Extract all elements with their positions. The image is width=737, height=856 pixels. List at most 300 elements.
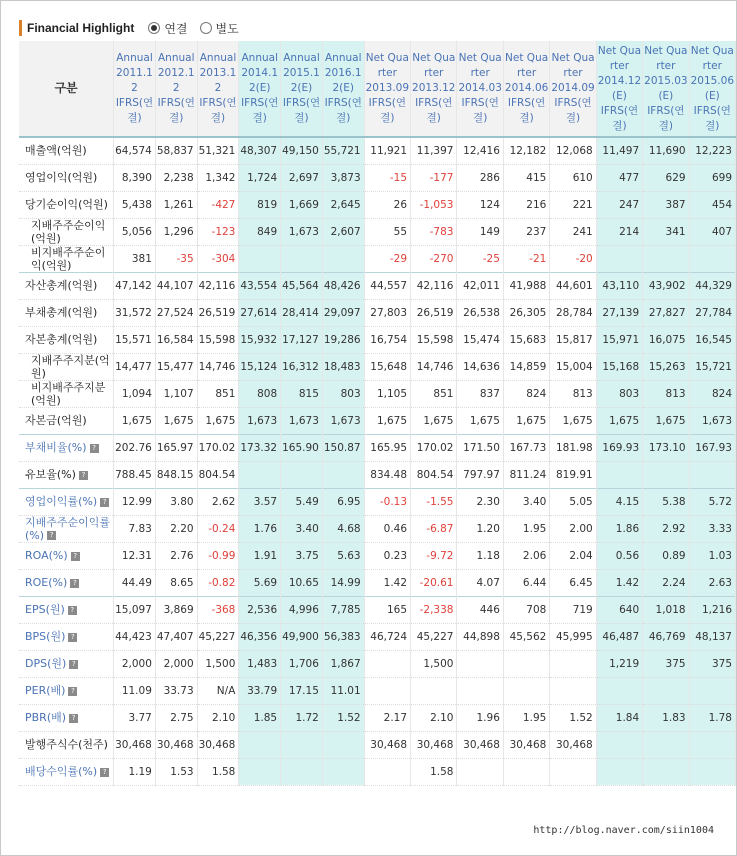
row-label-text: 지배주주지분(억원) [31, 353, 110, 380]
table-cell [643, 461, 689, 488]
row-label [19, 272, 114, 299]
table-cell: 29,097 [322, 299, 364, 326]
column-header-line: Annual [116, 52, 153, 64]
table-cell: 30,468 [364, 731, 410, 758]
table-cell: 27,614 [239, 299, 281, 326]
column-header-line: Net Qua [412, 52, 456, 64]
financial-table [19, 41, 736, 786]
column-header [322, 41, 364, 137]
table-cell: -177 [411, 164, 457, 191]
table-cell: 819.91 [550, 461, 596, 488]
table-row [19, 191, 736, 218]
table-cell: 27,827 [643, 299, 689, 326]
table-cell: 47,407 [155, 623, 197, 650]
table-cell: 1.76 [239, 515, 281, 542]
row-label [19, 245, 114, 272]
column-header-line: Net Qua [597, 44, 641, 57]
table-cell: 1,483 [239, 650, 281, 677]
table-cell: 15,817 [550, 326, 596, 353]
table-cell [239, 731, 281, 758]
table-cell: 14,746 [197, 353, 239, 380]
table-cell: 46,769 [643, 623, 689, 650]
row-label-text: 자본총계(억원) [25, 333, 98, 346]
table-cell: 8.65 [155, 569, 197, 596]
table-cell: 610 [550, 164, 596, 191]
column-header-line: 2014.03 [458, 82, 502, 94]
row-label-text[interactable]: PBR(배) [25, 711, 67, 724]
column-header-line: IFRS(연 [199, 97, 237, 109]
table-cell: 43,554 [239, 272, 281, 299]
table-cell: 1,867 [322, 650, 364, 677]
row-label [19, 461, 114, 488]
column-header-line: IFRS(연 [554, 97, 592, 109]
row-label[interactable] [19, 488, 114, 515]
table-cell: 27,803 [364, 299, 410, 326]
table-cell: 49,150 [281, 137, 323, 164]
table-cell: -427 [197, 191, 239, 218]
table-cell: 797.97 [457, 461, 503, 488]
table-cell [503, 650, 549, 677]
column-header-line: 2012.1 [157, 67, 195, 79]
table-cell: 808 [239, 380, 281, 407]
table-cell: 51,321 [197, 137, 239, 164]
table-cell: 3.40 [503, 488, 549, 515]
table-cell [364, 677, 410, 704]
table-cell: 31,572 [114, 299, 156, 326]
row-label-text[interactable]: EPS(원) [25, 603, 65, 616]
column-header [689, 41, 735, 137]
table-cell [550, 758, 596, 785]
column-header [155, 41, 197, 137]
table-cell: 381 [114, 245, 156, 272]
table-cell: -20 [550, 245, 596, 272]
row-label-text: 영업이익(억원) [25, 171, 98, 184]
row-label-text[interactable]: PER(배) [25, 684, 66, 697]
table-cell: 44,601 [550, 272, 596, 299]
table-cell: 2.06 [503, 542, 549, 569]
column-header [239, 41, 281, 137]
table-cell: 0.56 [596, 542, 642, 569]
radio-selected-icon[interactable] [148, 22, 160, 34]
question-icon[interactable]: ? [68, 633, 77, 642]
table-cell: 171.50 [457, 434, 503, 461]
table-row [19, 623, 736, 650]
table-row [19, 434, 736, 461]
table-cell: 11,497 [596, 137, 642, 164]
table-cell: 42,116 [197, 272, 239, 299]
column-header-line: (E) [612, 89, 627, 102]
table-cell: 42,116 [411, 272, 457, 299]
table-cell: 15,168 [596, 353, 642, 380]
table-cell: 387 [643, 191, 689, 218]
table-cell: 15,004 [550, 353, 596, 380]
table-cell: 16,754 [364, 326, 410, 353]
table-cell: 18,483 [322, 353, 364, 380]
table-cell: 3.80 [155, 488, 197, 515]
table-cell: 214 [596, 218, 642, 245]
table-cell: 1.72 [281, 704, 323, 731]
table-cell [411, 677, 457, 704]
row-label-text[interactable]: 배당수익률(%) [25, 765, 98, 778]
column-header-line: rter [470, 67, 490, 79]
table-cell: 30,468 [155, 731, 197, 758]
table-cell: 1,094 [114, 380, 156, 407]
row-label[interactable] [19, 542, 114, 569]
question-icon[interactable]: ? [69, 660, 78, 669]
table-cell: -9.72 [411, 542, 457, 569]
table-cell: 15,721 [689, 353, 735, 380]
table-cell: 7,785 [322, 596, 364, 623]
table-cell: 170.02 [411, 434, 457, 461]
table-cell: 1.42 [596, 569, 642, 596]
column-header [503, 41, 549, 137]
table-cell: 699 [689, 164, 735, 191]
row-label-text[interactable]: DPS(원) [25, 657, 67, 670]
table-cell: 181.98 [550, 434, 596, 461]
table-cell: 11.09 [114, 677, 156, 704]
table-cell: 2.75 [155, 704, 197, 731]
table-cell: 1.86 [596, 515, 642, 542]
table-cell: 64,574 [114, 137, 156, 164]
column-header-line: 2014.1 [241, 67, 279, 79]
table-cell: 26,305 [503, 299, 549, 326]
table-cell: -6.87 [411, 515, 457, 542]
table-cell: 44,557 [364, 272, 410, 299]
row-label-text: 비지배주주순이익(억원) [31, 245, 106, 272]
table-cell [503, 758, 549, 785]
table-cell: 15,097 [114, 596, 156, 623]
table-cell: 30,468 [411, 731, 457, 758]
table-cell: 241 [550, 218, 596, 245]
column-header-line: 2014.09 [551, 82, 595, 94]
column-header-line: Annual [241, 52, 278, 64]
table-cell: 1,675 [596, 407, 642, 434]
table-cell: 247 [596, 191, 642, 218]
table-cell: 1.03 [689, 542, 735, 569]
column-header-line: rter [702, 59, 722, 72]
table-cell: 12,416 [457, 137, 503, 164]
table-cell [364, 758, 410, 785]
row-label [19, 299, 114, 326]
table-cell: 2,000 [114, 650, 156, 677]
table-cell: 11,690 [643, 137, 689, 164]
column-header-line: 2(E) [248, 82, 271, 94]
table-cell: 14,636 [457, 353, 503, 380]
table-cell: 30,468 [457, 731, 503, 758]
table-cell: 27,524 [155, 299, 197, 326]
row-label [19, 731, 114, 758]
table-cell [596, 677, 642, 704]
table-cell: 2,000 [155, 650, 197, 677]
table-cell: 221 [550, 191, 596, 218]
column-header [550, 41, 596, 137]
column-header-line: Annual [199, 52, 237, 64]
table-cell: 1,669 [281, 191, 323, 218]
financial-highlight-header [19, 17, 719, 39]
table-cell: 1,107 [155, 380, 197, 407]
table-cell: 1,105 [364, 380, 410, 407]
table-cell: 47,142 [114, 272, 156, 299]
row-label-text[interactable]: ROA(%) [25, 549, 68, 562]
table-cell [457, 650, 503, 677]
table-cell: 16,584 [155, 326, 197, 353]
table-cell: 55 [364, 218, 410, 245]
table-row [19, 677, 736, 704]
row-label [19, 164, 114, 191]
row-label-text: 발행주식수(천주) [25, 738, 108, 751]
table-cell: 837 [457, 380, 503, 407]
table-row [19, 272, 736, 299]
table-cell: 2.92 [643, 515, 689, 542]
row-label-text[interactable]: 지배주주순이익률(%) [25, 515, 111, 542]
table-cell: 14,477 [114, 353, 156, 380]
row-label[interactable] [19, 704, 114, 731]
column-header-line: 결) [210, 112, 226, 124]
row-label-text[interactable]: ROE(%) [25, 576, 68, 589]
table-cell: 851 [411, 380, 457, 407]
table-cell: 44,107 [155, 272, 197, 299]
column-header-line: 결) [658, 119, 673, 132]
column-header-line: rter [377, 67, 397, 79]
consolidated-radio[interactable] [148, 20, 187, 37]
column-header-line: IFRS(연 [324, 97, 362, 109]
table-cell: -0.99 [197, 542, 239, 569]
table-cell: 415 [503, 164, 549, 191]
table-cell: 26,519 [411, 299, 457, 326]
table-cell: 0.89 [643, 542, 689, 569]
table-row [19, 758, 736, 785]
table-cell: 43,110 [596, 272, 642, 299]
table-cell: 28,784 [550, 299, 596, 326]
table-cell: 44,898 [457, 623, 503, 650]
table-cell: 1,342 [197, 164, 239, 191]
table-cell: 1,706 [281, 650, 323, 677]
column-header-line: IFRS(연 [507, 97, 546, 109]
table-cell: 167.73 [503, 434, 549, 461]
table-cell: 1.84 [596, 704, 642, 731]
table-cell [689, 245, 735, 272]
table-cell: 15,932 [239, 326, 281, 353]
table-cell: 17,127 [281, 326, 323, 353]
table-cell: 1,675 [457, 407, 503, 434]
table-cell: 2.20 [155, 515, 197, 542]
row-label[interactable] [19, 596, 114, 623]
table-cell: -35 [155, 245, 197, 272]
section-title: Financial Highlight [27, 21, 135, 35]
table-cell: 1,675 [155, 407, 197, 434]
table-cell: 824 [689, 380, 735, 407]
separate-radio[interactable] [200, 20, 239, 37]
table-cell: 6.44 [503, 569, 549, 596]
question-icon[interactable]: ? [70, 579, 79, 588]
table-cell: 2.76 [155, 542, 197, 569]
table-cell: 811.24 [503, 461, 549, 488]
table-cell: 4.15 [596, 488, 642, 515]
table-cell [364, 650, 410, 677]
column-header-line: 2(E) [332, 82, 354, 94]
column-header-line: 2011.1 [116, 67, 153, 79]
column-header-line: 결) [127, 112, 142, 124]
table-cell: 1,675 [197, 407, 239, 434]
table-cell: 5.63 [322, 542, 364, 569]
table-cell: 1,673 [322, 407, 364, 434]
table-cell: 30,468 [503, 731, 549, 758]
row-label [19, 191, 114, 218]
table-cell: 26 [364, 191, 410, 218]
table-cell: 375 [643, 650, 689, 677]
table-cell: -0.13 [364, 488, 410, 515]
question-icon[interactable]: ? [79, 471, 88, 480]
table-cell: 169.93 [596, 434, 642, 461]
table-cell [239, 461, 281, 488]
table-cell [281, 758, 323, 785]
table-cell: 45,562 [503, 623, 549, 650]
table-cell [689, 677, 735, 704]
table-cell: 1.53 [155, 758, 197, 785]
table-cell: 851 [197, 380, 239, 407]
column-header-line: Net Qua [505, 52, 549, 64]
column-header-line: 결) [252, 112, 267, 124]
table-cell: 27,784 [689, 299, 735, 326]
table-cell: 2,645 [322, 191, 364, 218]
table-row [19, 245, 736, 272]
question-icon[interactable]: ? [69, 714, 78, 723]
row-label[interactable] [19, 434, 114, 461]
column-header-line: IFRS(연 [415, 97, 453, 109]
table-cell: 12,068 [550, 137, 596, 164]
question-icon[interactable]: ? [68, 687, 77, 696]
table-cell: 16,545 [689, 326, 735, 353]
table-cell [596, 245, 642, 272]
row-label[interactable] [19, 758, 114, 785]
table-cell: 15,263 [643, 353, 689, 380]
table-cell [322, 731, 364, 758]
table-cell: 5,438 [114, 191, 156, 218]
table-cell: 6.95 [322, 488, 364, 515]
table-cell: 375 [689, 650, 735, 677]
radio-unselected-icon[interactable] [200, 22, 212, 34]
table-cell: 1.52 [322, 704, 364, 731]
table-cell: 1,675 [411, 407, 457, 434]
table-row [19, 515, 736, 542]
table-cell: 1,675 [364, 407, 410, 434]
column-header-line: Net Qua [690, 44, 734, 57]
row-label-text[interactable]: 영업이익률(%) [25, 495, 98, 508]
table-cell: -20.61 [411, 569, 457, 596]
table-cell: 1,216 [689, 596, 735, 623]
row-label-text: 자본금(억원) [25, 414, 87, 427]
row-label-text: 유보율(%) [25, 468, 76, 481]
column-header [596, 41, 642, 137]
separate-radio-label: 별도 [215, 21, 239, 36]
question-icon[interactable]: ? [68, 606, 77, 615]
table-cell: 5.69 [239, 569, 281, 596]
column-header-line: rter [563, 67, 583, 79]
row-label [19, 380, 114, 407]
column-header-line: 2(E) [290, 82, 313, 94]
table-cell [281, 461, 323, 488]
table-cell: 11,921 [364, 137, 410, 164]
row-label[interactable] [19, 650, 114, 677]
table-cell: 15,124 [239, 353, 281, 380]
table-cell: 173.32 [239, 434, 281, 461]
row-label-text[interactable]: 부채비율(%) [25, 441, 87, 454]
table-cell: 1,673 [239, 407, 281, 434]
table-cell: 150.87 [322, 434, 364, 461]
table-cell: 2.30 [457, 488, 503, 515]
table-cell [239, 758, 281, 785]
column-header-line: Net Qua [365, 52, 409, 64]
row-label [19, 137, 114, 164]
column-header-line: IFRS(연 [647, 104, 685, 117]
row-label[interactable] [19, 623, 114, 650]
table-cell: 286 [457, 164, 503, 191]
column-header-line: rter [656, 59, 676, 72]
column-header [457, 41, 503, 137]
table-cell: 58,837 [155, 137, 197, 164]
table-cell: 2.62 [197, 488, 239, 515]
table-cell: 1,675 [114, 407, 156, 434]
row-label[interactable] [19, 569, 114, 596]
table-cell [596, 758, 642, 785]
table-cell: 4.07 [457, 569, 503, 596]
table-cell: 804.54 [411, 461, 457, 488]
table-cell: 44,329 [689, 272, 735, 299]
column-header [281, 41, 323, 137]
table-cell: 1.52 [550, 704, 596, 731]
column-header-line: Net Qua [644, 44, 688, 57]
table-cell: 26,519 [197, 299, 239, 326]
table-cell: 30,468 [550, 731, 596, 758]
question-icon[interactable]: ? [90, 444, 99, 453]
column-header-line: Net Qua [551, 52, 595, 64]
question-icon[interactable]: ? [71, 552, 80, 561]
table-cell: 27,139 [596, 299, 642, 326]
row-label-text[interactable]: BPS(원) [25, 630, 66, 643]
table-cell: 2.04 [550, 542, 596, 569]
column-header-line: Annual [325, 52, 362, 64]
table-row [19, 704, 736, 731]
table-cell: 629 [643, 164, 689, 191]
table-cell: 819 [239, 191, 281, 218]
table-cell: 167.93 [689, 434, 735, 461]
table-cell: 149 [457, 218, 503, 245]
table-cell [689, 758, 735, 785]
row-label[interactable] [19, 677, 114, 704]
column-header-line: 결) [565, 112, 581, 124]
question-icon[interactable]: ? [47, 531, 56, 540]
column-header-line: 결) [473, 112, 488, 124]
row-label[interactable] [19, 515, 114, 542]
table-cell: -25 [457, 245, 503, 272]
table-cell: 15,598 [197, 326, 239, 353]
table-row [19, 164, 736, 191]
question-icon[interactable]: ? [100, 768, 109, 777]
table-cell: 3.57 [239, 488, 281, 515]
table-cell: 11,397 [411, 137, 457, 164]
table-cell: 45,227 [197, 623, 239, 650]
table-row [19, 596, 736, 623]
table-cell: 407 [689, 218, 735, 245]
question-icon[interactable]: ? [100, 498, 109, 507]
table-cell: 173.10 [643, 434, 689, 461]
table-header-row [19, 41, 736, 137]
row-label-text: 당기순이익(억원) [25, 198, 108, 211]
table-cell: 3.75 [281, 542, 323, 569]
column-header-line: IFRS(연 [282, 97, 321, 109]
table-cell: 3,873 [322, 164, 364, 191]
table-cell: 1,296 [155, 218, 197, 245]
